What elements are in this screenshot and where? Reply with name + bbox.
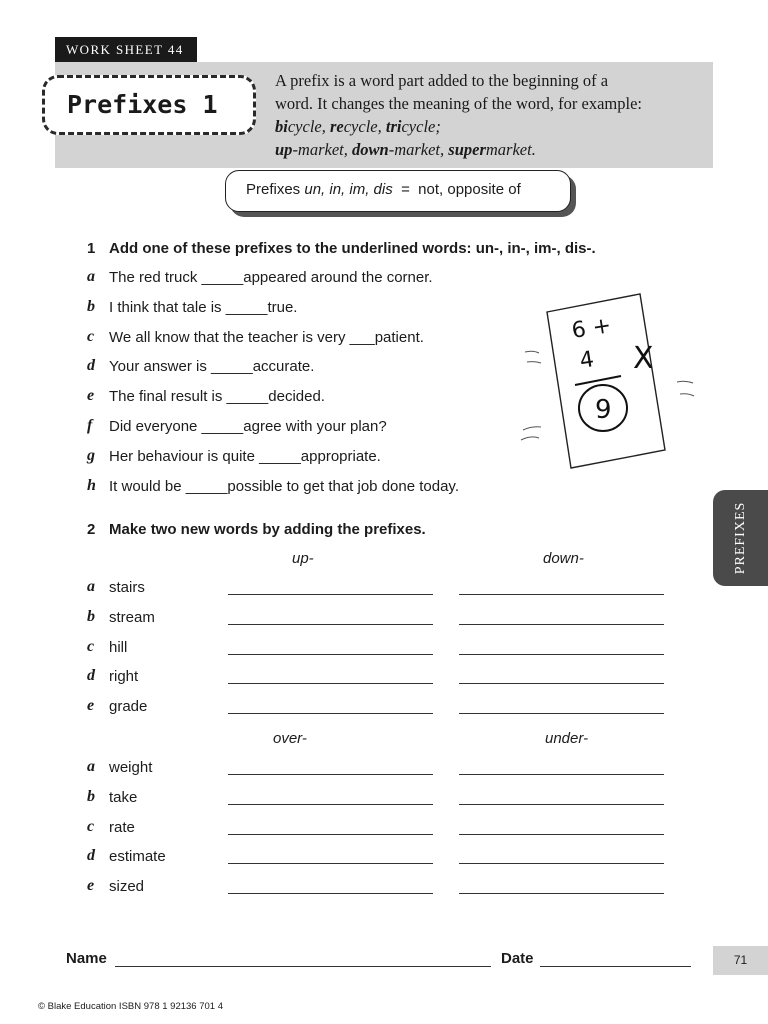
page-title: Prefixes 1 — [67, 90, 218, 119]
item-letter: e — [87, 387, 95, 404]
exercise-2-instruction: Make two new words by adding the prefixes. — [109, 521, 426, 538]
column-header-under: under- — [545, 730, 589, 747]
base-word: stream — [109, 609, 155, 626]
base-word: stairs — [109, 579, 145, 596]
exercise-1-sentence: Your answer is _____accurate. — [109, 358, 315, 375]
answer-line[interactable] — [228, 863, 433, 864]
answer-line[interactable] — [459, 893, 664, 894]
answer-line[interactable] — [459, 683, 664, 684]
answer-line[interactable] — [228, 624, 433, 625]
answer-line[interactable] — [459, 834, 664, 835]
exercise-1-sentence: Her behaviour is quite _____appropriate. — [109, 448, 381, 465]
item-letter: b — [87, 298, 95, 315]
example-prefix: up — [275, 140, 293, 159]
exercise-1-instruction: Add one of these prefixes to the underlined words: un-, in-, im-, dis-. — [109, 240, 596, 257]
examples-line-1 — [275, 115, 715, 138]
answer-line[interactable] — [228, 594, 433, 595]
exercise-1-sentence: I think that tale is _____true. — [109, 299, 298, 316]
example-prefix: down — [352, 140, 389, 159]
example-rest: cycle, — [343, 117, 386, 136]
item-letter: e — [87, 877, 95, 894]
answer-line[interactable] — [459, 713, 664, 714]
date-field[interactable] — [540, 966, 691, 967]
item-letter: f — [87, 417, 93, 434]
item-letter: d — [87, 357, 95, 374]
note-prefix-text: Prefixes — [246, 181, 305, 198]
exercise-1-sentence: It would be _____possible to get that job done today. — [109, 478, 459, 495]
base-word: take — [109, 789, 138, 806]
item-letter: d — [87, 847, 95, 864]
example-rest: market. — [485, 140, 536, 159]
page-number: 71 — [713, 946, 768, 975]
item-letter: d — [87, 667, 95, 684]
paper-answer: 9 — [595, 395, 612, 425]
example-rest: -market, — [292, 140, 353, 159]
note-meaning: = not, opposite of — [392, 181, 521, 198]
answer-line[interactable] — [228, 804, 433, 805]
intro-line-2: word. It changes the meaning of the word, for example: — [275, 94, 643, 113]
answer-line[interactable] — [228, 654, 433, 655]
paper-line-2: 4 — [578, 347, 596, 374]
answer-line[interactable] — [228, 713, 433, 714]
base-word: grade — [109, 698, 148, 715]
column-header-down: down- — [543, 550, 584, 567]
answer-line[interactable] — [459, 624, 664, 625]
item-letter: c — [87, 328, 95, 345]
column-header-up: up- — [292, 550, 314, 567]
exercise-1-sentence: Did everyone _____agree with your plan? — [109, 418, 387, 435]
prefix-note — [225, 170, 571, 212]
answer-line[interactable] — [459, 804, 664, 805]
answer-line[interactable] — [228, 834, 433, 835]
intro-line-1: A prefix is a word part added to the beginning of a — [275, 71, 609, 90]
base-word: hill — [109, 639, 128, 656]
example-prefix: tri — [385, 117, 402, 136]
wrong-mark: X — [633, 341, 654, 376]
answer-line[interactable] — [459, 654, 664, 655]
exercise-1-sentence: The red truck _____appeared around the corner. — [109, 269, 433, 286]
exercise-1-sentence: We all know that the teacher is very ___patient. — [109, 329, 424, 346]
intro-text — [275, 69, 715, 161]
paper-line-1: 6 + — [570, 313, 613, 344]
maths-paper-illustration — [515, 290, 720, 475]
item-letter: g — [87, 447, 95, 464]
answer-line[interactable] — [228, 893, 433, 894]
example-prefix: bi — [275, 117, 288, 136]
item-letter: b — [87, 788, 95, 805]
item-letter: a — [87, 758, 95, 775]
title-box — [42, 75, 256, 135]
example-prefix: re — [329, 117, 344, 136]
exercise-1-number: 1 — [87, 240, 96, 257]
date-label: Date — [501, 950, 534, 967]
example-rest: cycle; — [401, 117, 441, 136]
answer-line[interactable] — [228, 774, 433, 775]
note-prefixes: un, in, im, dis — [304, 181, 393, 198]
item-letter: b — [87, 608, 95, 625]
item-letter: a — [87, 268, 95, 285]
item-letter: c — [87, 818, 95, 835]
item-letter: e — [87, 697, 95, 714]
exercise-1-sentence: The final result is _____decided. — [109, 388, 325, 405]
examples-line-2 — [275, 138, 715, 161]
column-header-over: over- — [273, 730, 307, 747]
name-field[interactable] — [115, 966, 491, 967]
item-letter: h — [87, 477, 96, 494]
item-letter: a — [87, 578, 95, 595]
item-letter: c — [87, 638, 95, 655]
base-word: right — [109, 668, 139, 685]
section-tab-label: PREFIXES — [732, 501, 748, 575]
worksheet-label: WORK SHEET 44 — [55, 37, 197, 62]
answer-line[interactable] — [459, 594, 664, 595]
example-prefix: super — [448, 140, 486, 159]
example-rest: cycle, — [287, 117, 330, 136]
answer-line[interactable] — [459, 774, 664, 775]
answer-line[interactable] — [228, 683, 433, 684]
name-label: Name — [66, 950, 107, 967]
answer-line[interactable] — [459, 863, 664, 864]
copyright: © Blake Education ISBN 978 1 92136 701 4 — [38, 1001, 223, 1012]
base-word: weight — [109, 759, 153, 776]
exercise-2-number: 2 — [87, 521, 96, 538]
example-rest: -market, — [388, 140, 449, 159]
base-word: sized — [109, 878, 145, 895]
base-word: estimate — [109, 848, 166, 865]
base-word: rate — [109, 819, 135, 836]
